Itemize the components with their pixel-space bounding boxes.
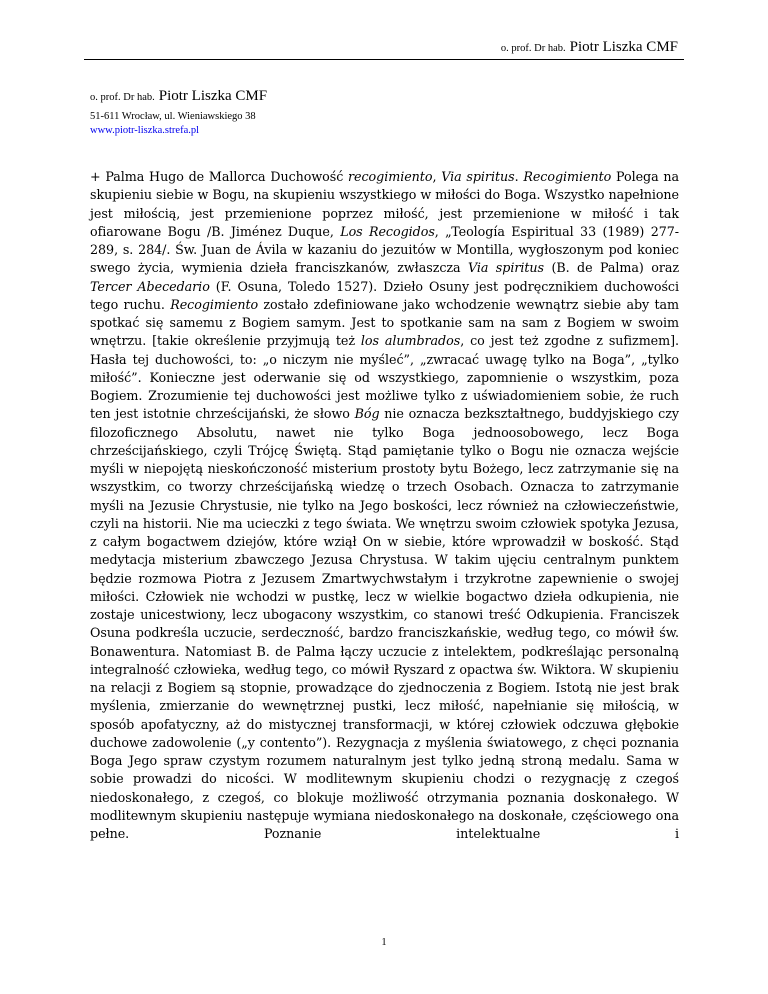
italic-term: Los Recogidos <box>340 223 435 239</box>
text-run: + Palma Hugo de Mallorca Duchowość <box>90 169 349 184</box>
italic-term: Tercer Abecedario <box>90 278 210 294</box>
running-header-author: Piotr Liszka CMF <box>569 39 678 55</box>
header-rule <box>84 59 684 60</box>
italic-term: recogimiento <box>348 169 433 184</box>
letterhead <box>90 86 267 138</box>
italic-term: Via spiritus <box>441 169 515 184</box>
page-number: 1 <box>381 937 387 948</box>
italic-term: Via spiritus <box>467 260 545 276</box>
text-run: Polega na skupieniu siebie w Bogu, na skupieniu wszystkiego w miłości do Boga. Wszystko napełnione jest miłością, jest przemienione poprzez miłość, jest przemienione w miłość i tak ofiarowane Bogu /B. Jiménez Duque, <box>90 169 680 239</box>
italic-term: Recogimiento <box>170 296 259 312</box>
text-run: , „Teología Espiritual 33 (1989) 277-289, s. 284/. Św. Juan de Ávila w kazaniu do jezuitów w Montilla, wygłoszonym pod koniec swego życia, wymienia dzieła franciszkanów, zwłaszcza <box>90 223 679 276</box>
italic-term: los alumbrados <box>360 333 461 349</box>
text-run: , <box>432 169 442 184</box>
body-text <box>90 168 679 843</box>
text-run: zostało zdefiniowane jako wchodzenie wewnątrz siebie aby tam spotkać się samemu z Bogiem samym. Jest to spotkanie sam na sam z Bogiem w swoim wnętrzu. [takie określenie przyjmują też <box>90 296 680 349</box>
letterhead-address: 51-611 Wrocław, ul. Wieniawskiego 38 <box>90 111 256 122</box>
text-run: (F. Osuna, Toledo 1527). Dzieło Osuny jest podręcznikiem duchowości tego ruchu. <box>90 278 679 312</box>
running-header-prefix: o. prof. Dr hab. <box>500 43 566 54</box>
text-run: , co jest też zgodne z sufizmem]. Hasła tej duchowości, to: „o niczym nie myśleć”, „zwracać uwagę tylko na Boga”, „tylko miłość”. Konieczne jest oderwanie się od wszystkiego, zapomnienie o wszystkim, poza Bogiem. Zrozumienie tej duchowości jest możliwe tylko z uświadomieniem sobie, że ruch ten jest istotnie chrześcijański, że słowo <box>90 333 679 422</box>
running-header <box>501 38 678 56</box>
letterhead-prefix: o. prof. Dr hab. <box>90 92 155 103</box>
letterhead-website-link[interactable]: www.piotr-liszka.strefa.pl <box>90 125 200 136</box>
body-paragraph <box>90 168 679 843</box>
letterhead-name-line <box>90 86 267 108</box>
text-run: . <box>514 169 524 184</box>
text-run: (B. de Palma) oraz <box>544 260 679 276</box>
italic-term: Bóg <box>354 406 380 422</box>
letterhead-author: Piotr Liszka CMF <box>158 88 268 104</box>
italic-term: Recogimiento <box>523 169 612 184</box>
text-run: nie oznacza bezkształtnego, buddyjskiego czy filozoficznego Absolutu, nawet nie tylko Boga jednoosobowego, lecz Boga chrześcijańskiego, czyli Trójcę Świętą. Stąd pamiętanie tylko o Bogu nie oznacza wejście myśli w niepojętą nieskończoność misterium prostoty bytu Bożego, lecz zatrzymanie się na wszystkim, co tworzy chrześcijańską wiedzę o trzech Osobach. Oznacza to zatrzymanie myśli na Jezusie Chrystusie, nie tylko na Jego boskości, lecz również na człowieczeństwie, czyli na historii. Nie ma ucieczki z tego świata. We wnętrzu swoim człowiek spotyka Jezusa, z całym bogactwem dziejów, które wziął On w siebie, które wprowadził w boskość. Stąd medytacja misterium zbawczego Jezusa Chrystusa. W takim ujęciu centralnym punktem będzie rozmowa Piotra z Jezusem Zmartwychwstałym i trzykrotne zapewnienie o swojej miłości. Człowiek nie wchodzi w pustkę, lecz w wielkie bogactwo dzieła odkupienia, nie zostaje unicestwiony, lecz ubogacony wszystkim, co stanowi treść Odkupienia. Franciszek Osuna podkreśla uczucie, serdeczność, bardzo franciszkańskie, według tego, co mówił św. Bonawentura. Natomiast B. de Palma łączy uczucie z intelektem, podkreślając personalną integralność człowieka, według tego, co mówił Ryszard z opactwa św. Wiktora. W skupieniu na relacji z Bogiem są stopnie, prowadzące do zjednoczenia z Bogiem. Istotą nie jest brak myślenia, zmierzanie do wewnętrznej pustki, lecz miłość, napełnianie się miłością, w sposób apofatyczny, aż do mistycznej transformacji, w której człowiek odczuwa głębokie duchowe zadowolenie („y contento”). Rezygnacja z myślenia światowego, z chęci poznania Boga Jego spraw czystym rozumem naturalnym jest tylko jedną stroną medalu. Sama w sobie prowadzi do nicości. W modlitewnym skupieniu chodzi o rezygnację z czegoś niedoskonałego, z czegoś, co blokuje możliwość otrzymania poznania doskonałego. W modlitewnym skupieniu następuje wymiana niedoskonałego na doskonałe, częściowego ona pełne. Poznanie intelektualne i <box>90 406 679 841</box>
